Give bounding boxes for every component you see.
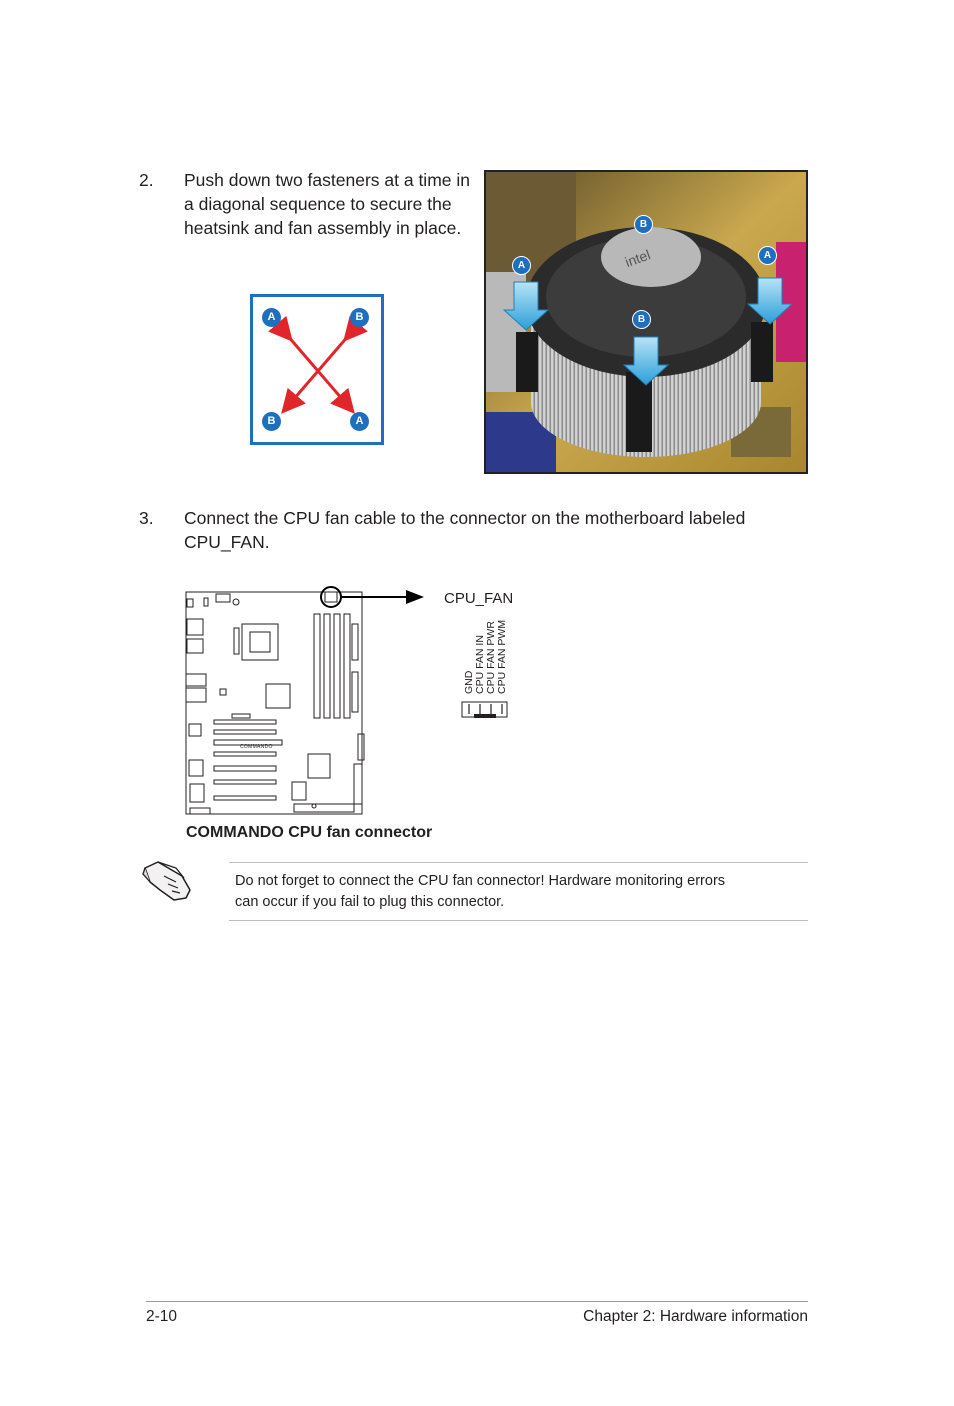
fastener-label-bottom-right: A — [350, 412, 369, 431]
note-text — [235, 871, 807, 913]
step-2-number: 2. — [139, 170, 154, 190]
pin-label-cpu-fan-pwm: CPU FAN PWM — [496, 619, 508, 694]
step-3-line-2: CPU_FAN. — [184, 532, 270, 552]
note-bottom-rule — [229, 920, 808, 921]
chapter-title: Chapter 2: Hardware information — [583, 1308, 808, 1325]
step-2-line-2: a diagonal sequence to secure the — [184, 194, 452, 214]
board-label: COMMANDO — [240, 744, 273, 750]
fan-connector-pinout-icon — [460, 700, 510, 720]
fastener-label-bottom-left: B — [262, 412, 281, 431]
pin-label-gnd: GND — [463, 670, 475, 694]
pin-label-cpu-fan-in: CPU FAN IN — [474, 635, 486, 694]
fastener-label-top-right: B — [350, 308, 369, 327]
step-3-line-1: Connect the CPU fan cable to the connector on the motherboard labeled — [184, 508, 746, 528]
motherboard-layout-diagram — [184, 584, 434, 819]
note-line-1: Do not forget to connect the CPU fan connector! Hardware monitoring errors — [235, 873, 726, 889]
step-3-number: 3. — [139, 508, 154, 528]
photo-label-a-right: A — [758, 246, 777, 265]
heatsink-photo — [484, 170, 808, 474]
hand-note-icon — [142, 858, 194, 902]
photo-label-b-top: B — [634, 215, 653, 234]
photo-label-b-center: B — [632, 310, 651, 329]
note-top-rule — [229, 862, 808, 863]
pin-label-cpu-fan-pwr: CPU FAN PWR — [485, 621, 497, 694]
fastener-label-top-left: A — [262, 308, 281, 327]
svg-text:intel: intel — [622, 246, 653, 271]
note-line-2: can occur if you fail to plug this connector. — [235, 894, 505, 910]
step-2-text — [184, 168, 484, 240]
fastener-sequence-diagram — [250, 294, 384, 445]
connector-caption: COMMANDO CPU fan connector — [186, 824, 433, 841]
step-3-text — [184, 506, 824, 554]
step-2-line-3: heatsink and fan assembly in place. — [184, 218, 462, 238]
step-2-line-1: Push down two fasteners at a time in — [184, 170, 470, 190]
photo-label-a-left: A — [512, 256, 531, 275]
footer-rule — [146, 1301, 808, 1302]
motherboard-outline — [184, 584, 434, 819]
page-number: 2-10 — [146, 1308, 178, 1325]
cpu-fan-title: CPU_FAN — [444, 590, 514, 607]
